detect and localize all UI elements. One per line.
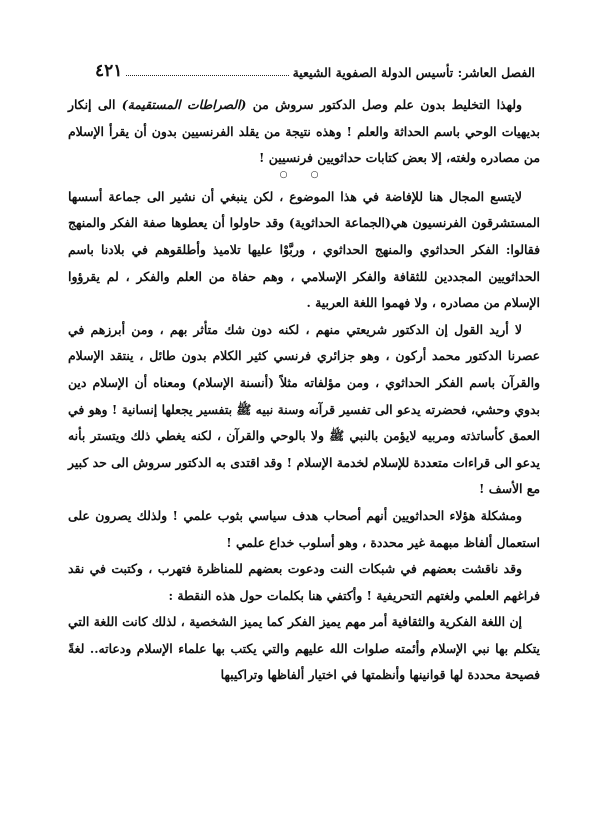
header-dot-leader — [126, 74, 288, 76]
paragraph-4: ومشكلة هؤلاء الحداثويين أنهم أصحاب هدف سياسي بثوب علمي ! ولذلك يصرون على استعمال ألفاظ مبهمة غير محددة ، وهو أسلوب خداع علمي ! — [68, 507, 540, 550]
paragraph-1 — [68, 92, 540, 172]
paragraph-5: وقد ناقشت بعضهم في شبكات النت ودعوت بعضهم للمناظرة فتهرب ، وكتبت في نقد فراغهم العلمي ولغتهم التحريفية ! وأكتفي هنا بكلمات حول هذه النقطة : — [68, 561, 540, 603]
paragraph-2: لايتسع المجال هنا للإفاضة في هذا الموضوع ، لكن ينبغي أن نشير الى جماعة أسسها المستشرقون الفرنسيون هي(الجماعة الحداثوية) وقد حاولوا أن يعطوها صفة الفكر والمنهج فقالوا: الفكر الحداثوي والمنهج الحداثوي ، وربَّوْا عليها تلاميذ وأطلقوهم في بلادنا باسم الحداثويين المجددين للثقافة والفكر الإسلامي ، وهم حفاة من العلم والفكر ، لم يقرؤوا الإسلام من مصادره ، ولا فهموا اللغة العربية . — [68, 188, 540, 311]
body-text — [68, 92, 540, 689]
running-header — [95, 58, 535, 80]
paragraph-6: إن اللغة الفكرية والثقافية أمر مهم يميز الفكر كما يميز الشخصية ، لذلك كانت اللغة التي يتكلم بها نبي الإسلام وأئمته صلوات الله عليهم والتي يكتب بها علماء الإسلام ودعاته.. لغةً فصيحة محددة لها قوانينها وأنظمتها في اختيار ألفاظها وتراكيبها — [68, 614, 540, 683]
paragraph-1-emphasis: (الصراطات المستقيمة) — [121, 97, 247, 112]
paragraph-1-before: ولهذا التخليط بدون علم وصل الدكتور سروش من — [246, 97, 522, 112]
page-number: ٤٢١ — [95, 61, 123, 81]
chapter-title: الفصل العاشر: تأسيس الدولة الصفوية الشيعية — [292, 65, 535, 80]
section-separator: ○ ○ — [279, 169, 329, 180]
paragraph-1-after: الى إنكار بديهيات الوحي باسم الحداثة والعلم ! وهذه نتيجة من يقلد الفرنسيين بدون أن يقرأ الإسلام من مصادره ولغته، إلا بعض كتابات حداثويين فرنسيين ! — [68, 97, 540, 166]
paragraph-3: لا أريد القول إن الدكتور شريعتي منهم ، لكنه دون شك متأثر بهم ، ومن أبرزهم في عصرنا الدكتور محمد أركون ، وهو جزائري فرنسي كثير الكلام بدون طائل ، ينتقد الإسلام والقرآن باسم الفكر الحداثوي ، ومن مؤلفاته مثلاً (أنسنة الإسلام) ومعناه أن الإسلام دين بدوي وحشي، فحضرته يدعو الى تفسير قرآنه وسنة نبيه ﷺ بتفسير يجعلها إنسانية ! وهو في العمق كأساتذته ومربيه لايؤمن بالنبي ﷺ ولا بالوحي والقرآن ، لكنه يغطي ذلك ويتستر بأنه يدعو الى قراءات متعددة للإسلام لخدمة الإسلام ! وقد اقتدى به الدكتور سروش الى حد كبير مع الأسف ! — [68, 321, 540, 497]
